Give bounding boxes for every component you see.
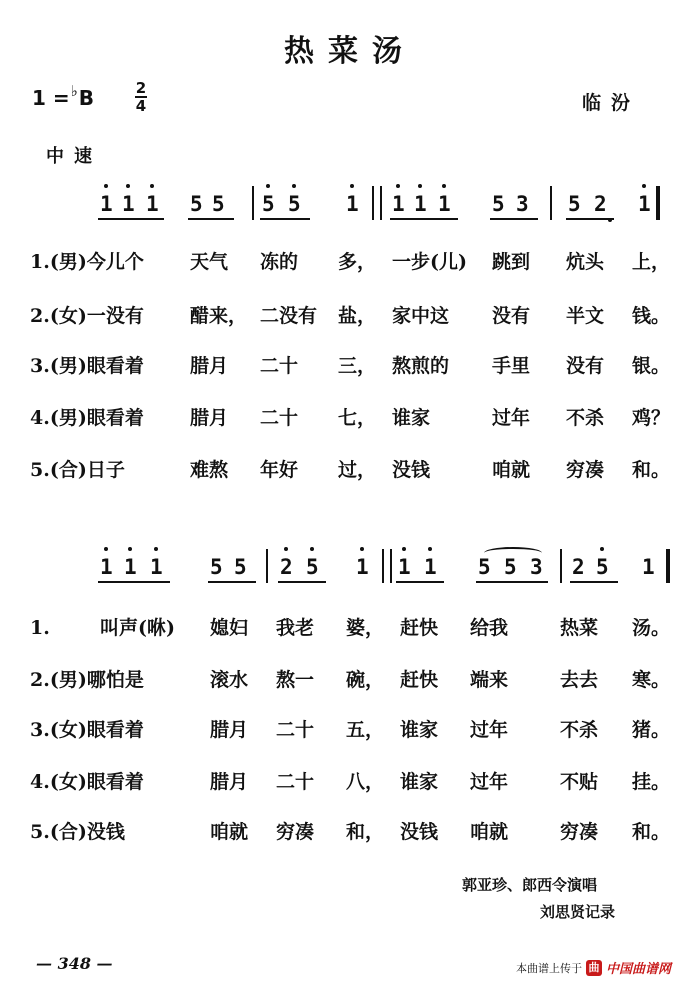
lyric-segment: 醋来， (190, 305, 248, 327)
barline (380, 186, 382, 220)
high-octave-dot (428, 547, 432, 551)
lyric-segment: 盐， (338, 305, 377, 327)
meter-top: 2 (135, 79, 147, 97)
lyric-segment: 碗， (346, 669, 385, 691)
lyric-segment: 咱就 (492, 459, 531, 481)
high-octave-dot (402, 547, 406, 551)
lyric-segment: 穷凑 (560, 821, 599, 843)
lyric-segment: 谁家 (400, 771, 439, 793)
lyric-line (0, 716, 700, 746)
lyric-segment: 不杀 (566, 407, 605, 429)
lyric-segment: 不贴 (560, 771, 599, 793)
lyric-segment: 穷凑 (566, 459, 605, 481)
note: 5 (504, 555, 517, 579)
high-octave-dot (360, 547, 364, 551)
lyric-line (0, 666, 700, 696)
barline (550, 186, 552, 220)
lyric-segment: 二十 (260, 355, 299, 377)
high-octave-dot (292, 184, 296, 188)
lyric-segment: 媳妇 (210, 617, 249, 639)
note: 2 (572, 555, 585, 579)
beam-underline (396, 581, 444, 583)
beam-underline (490, 218, 538, 220)
key-note: B (78, 86, 94, 110)
flat-sign: ♭ (70, 82, 78, 100)
lyric-segment: 七， (338, 407, 377, 429)
lyric-segment: 穷凑 (276, 821, 315, 843)
page-number: — 348 — (36, 954, 113, 973)
song-region: 临汾 (582, 92, 641, 114)
note: 5 (210, 555, 223, 579)
beam-underline (260, 218, 310, 220)
lyric-segment: 鸡？ (632, 407, 671, 429)
lyric-segment: 没有 (566, 355, 605, 377)
lyric-segment: 5.(合)日子 (30, 459, 125, 481)
lyric-segment: 二十 (260, 407, 299, 429)
high-octave-dot (104, 184, 108, 188)
lyric-segment: 八， (346, 771, 385, 793)
lyric-segment: 熬煎的 (392, 355, 450, 377)
lyric-segment: 过， (338, 459, 377, 481)
lyric-line (0, 818, 700, 848)
lyric-segment: 谁家 (392, 407, 431, 429)
lyric-segment: 猪。 (632, 719, 671, 741)
lyric-segment: 五， (346, 719, 385, 741)
lyric-segment: 咱就 (210, 821, 249, 843)
lyric-line (0, 352, 700, 382)
high-octave-dot (104, 547, 108, 551)
lyric-segment: 不杀 (560, 719, 599, 741)
lyric-segment: 手里 (492, 355, 531, 377)
lyric-line (0, 768, 700, 798)
lyric-segment: 年好 (260, 459, 299, 481)
barline (656, 186, 660, 220)
high-octave-dot (442, 184, 446, 188)
lyric-segment: 3.(女)眼看着 (30, 719, 144, 741)
high-octave-dot (154, 547, 158, 551)
tempo-marking: 中速 (46, 146, 102, 167)
key-signature (32, 82, 94, 110)
lyric-segment: 去去 (560, 669, 599, 691)
note: 1 (150, 555, 163, 579)
note: 1 (346, 192, 359, 216)
note: 5 (262, 192, 275, 216)
note: 5 (212, 192, 225, 216)
note: 2 (594, 192, 607, 216)
beam-underline (566, 218, 614, 220)
note: 1 (638, 192, 651, 216)
note: 1 (438, 192, 451, 216)
lyric-line (0, 614, 700, 644)
lyric-segment: 跳到 (492, 251, 531, 273)
lyric-segment: 多， (338, 251, 377, 273)
note: 1 (414, 192, 427, 216)
lyric-segment: 4.(男)眼看着 (30, 407, 144, 429)
barline (266, 549, 268, 583)
note: 1 (392, 192, 405, 216)
lyric-segment: 给我 (470, 617, 509, 639)
note: 1 (398, 555, 411, 579)
recorder-credit: 刘思贤记录 (540, 903, 616, 921)
barline (372, 186, 374, 220)
lyric-segment: 和， (346, 821, 385, 843)
high-octave-dot (266, 184, 270, 188)
beam-underline (278, 581, 326, 583)
lyric-segment: 难熬 (190, 459, 229, 481)
beam-underline (390, 218, 458, 220)
staff-1-notation (0, 180, 700, 224)
lyric-segment: 我老 (276, 617, 315, 639)
lyric-line (0, 404, 700, 434)
beam-underline (98, 581, 170, 583)
lyric-line (0, 248, 700, 278)
high-octave-dot (396, 184, 400, 188)
lyric-segment: 腊月 (190, 355, 229, 377)
note: 1 (100, 192, 113, 216)
lyric-segment: 和。 (632, 821, 671, 843)
lyric-segment: 1.(男)今儿个 (30, 251, 144, 273)
lyric-segment: 腊月 (190, 407, 229, 429)
beam-underline (188, 218, 234, 220)
watermark[interactable] (516, 958, 671, 977)
lyric-segment: 滚水 (210, 669, 249, 691)
lyric-segment: 热菜 (560, 617, 599, 639)
lyric-segment: 5.(合)没钱 (30, 821, 125, 843)
high-octave-dot (128, 547, 132, 551)
high-octave-dot (126, 184, 130, 188)
watermark-text: 本曲谱上传于 (516, 961, 582, 975)
lyric-segment: 婆， (346, 617, 385, 639)
lyric-segment: 二十 (276, 719, 315, 741)
note: 2 (280, 555, 293, 579)
lyric-segment: 炕头 (566, 251, 605, 273)
lyric-segment: 端来 (470, 669, 509, 691)
lyric-segment: 汤。 (632, 617, 671, 639)
beam-underline (570, 581, 618, 583)
lyric-segment: 二没有 (260, 305, 318, 327)
note: 1 (122, 192, 135, 216)
note: 3 (530, 555, 543, 579)
barline (560, 549, 562, 583)
slur-arc (484, 547, 542, 559)
high-octave-dot (150, 184, 154, 188)
lyric-segment: 和。 (632, 459, 671, 481)
barline (390, 549, 392, 583)
lyric-segment: 2.(女)一没有 (30, 305, 144, 327)
lyric-segment: 钱。 (632, 305, 671, 327)
lyric-segment: 银。 (632, 355, 671, 377)
lyric-segment: 挂。 (632, 771, 671, 793)
note: 5 (306, 555, 319, 579)
lyric-segment: 家中这 (392, 305, 450, 327)
site-logo-icon: 曲 (586, 960, 602, 976)
lyric-segment: 1. (30, 617, 50, 639)
lyric-line (0, 302, 700, 332)
lyric-segment: 赶快 (400, 669, 439, 691)
note: 1 (424, 555, 437, 579)
lyric-segment: 半文 (566, 305, 605, 327)
lyric-segment: 过年 (470, 719, 509, 741)
lyric-segment: 2.(男)哪怕是 (30, 669, 144, 691)
high-octave-dot (284, 547, 288, 551)
lyric-segment: 过年 (470, 771, 509, 793)
high-octave-dot (600, 547, 604, 551)
note: 1 (356, 555, 369, 579)
lyric-segment: 谁家 (400, 719, 439, 741)
note: 5 (596, 555, 609, 579)
time-signature (134, 80, 148, 114)
lyric-segment: 过年 (492, 407, 531, 429)
song-title: 热菜汤 (284, 34, 416, 69)
note: 1 (124, 555, 137, 579)
lyric-segment: 一步(儿) (392, 251, 467, 273)
high-octave-dot (310, 547, 314, 551)
lyric-segment: 三， (338, 355, 377, 377)
lyric-segment: 4.(女)眼看着 (30, 771, 144, 793)
meter-bottom: 4 (135, 97, 147, 115)
lyric-line (0, 456, 700, 486)
lyric-segment: 3.(男)眼看着 (30, 355, 144, 377)
lyric-segment: 上， (632, 251, 671, 273)
lyric-segment: 腊月 (210, 771, 249, 793)
note: 5 (288, 192, 301, 216)
lyric-segment: 天气 (190, 251, 229, 273)
beam-underline (208, 581, 256, 583)
high-octave-dot (418, 184, 422, 188)
note: 5 (478, 555, 491, 579)
note: 3 (516, 192, 529, 216)
barline (382, 549, 384, 583)
beam-underline (476, 581, 548, 583)
high-octave-dot (350, 184, 354, 188)
lyric-segment: 没钱 (392, 459, 431, 481)
barline (666, 549, 670, 583)
note: 5 (234, 555, 247, 579)
lyric-segment: 熬一 (276, 669, 315, 691)
beam-underline (98, 218, 164, 220)
lyric-segment: 二十 (276, 771, 315, 793)
high-octave-dot (642, 184, 646, 188)
lyric-segment: 咱就 (470, 821, 509, 843)
note: 5 (568, 192, 581, 216)
watermark-site-name[interactable]: 中国曲谱网 (606, 962, 672, 977)
note: 5 (190, 192, 203, 216)
lyric-segment: 没钱 (400, 821, 439, 843)
lyric-segment: 叫声(咻) (100, 617, 175, 639)
note: 5 (492, 192, 505, 216)
barline (252, 186, 254, 220)
lyric-segment: 冻的 (260, 251, 299, 273)
key-prefix: 1 = (32, 86, 70, 110)
singers-credit: 郭亚珍、郎西令演唱 (462, 876, 598, 894)
note: 1 (100, 555, 113, 579)
staff-2-notation (0, 543, 700, 587)
lyric-segment: 腊月 (210, 719, 249, 741)
lyric-segment: 没有 (492, 305, 531, 327)
lyric-segment: 寒。 (632, 669, 671, 691)
note: 1 (642, 555, 655, 579)
note: 1 (146, 192, 159, 216)
lyric-segment: 赶快 (400, 617, 439, 639)
